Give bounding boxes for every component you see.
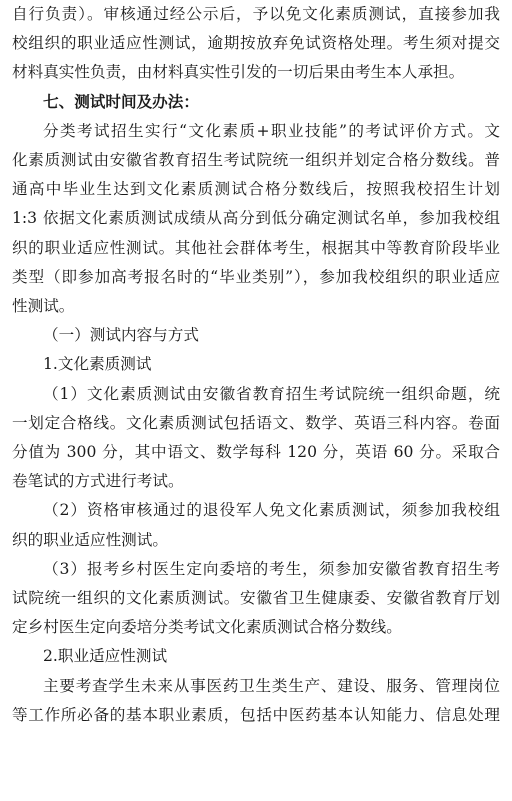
text-line: （2）资格审核通过的退役军人免文化素质测试，须参加我校组 bbox=[43, 501, 500, 520]
text-line: 类型（即参加高考报名时的“毕业类别”），参加我校组织的职业适应 bbox=[12, 267, 500, 286]
text-line: 材料真实性负责，由材料真实性引发的一切后果由考生本人承担。 bbox=[12, 63, 465, 82]
text-line: 1.文化素质测试 bbox=[43, 355, 152, 374]
text-line: 试院统一组织的文化素质测试。安徽省卫生健康委、安徽省教育厅划 bbox=[12, 589, 500, 608]
text-line: 织的职业适应性测试。其他社会群体考生，根据其中等教育阶段毕业 bbox=[12, 238, 500, 257]
section-heading: 七、测试时间及办法： bbox=[43, 92, 199, 111]
text-line: 主要考查学生未来从事医药卫生类生产、建设、服务、管理岗位 bbox=[43, 676, 500, 695]
text-line: 等工作所必备的基本职业素质，包括中医药基本认知能力、信息处理 bbox=[12, 705, 500, 724]
text-line: （一）测试内容与方式 bbox=[43, 326, 199, 345]
text-line: （1）文化素质测试由安徽省教育招生考试院统一组织命题，统 bbox=[43, 384, 500, 403]
text-line: 自行负责）。审核通过经公示后，予以免文化素质测试，直接参加我 bbox=[12, 5, 500, 23]
text-line: 化素质测试由安徽省教育招生考试院统一组织并划定合格分数线。普 bbox=[12, 151, 500, 170]
text-line: 卷笔试的方式进行考试。 bbox=[12, 472, 184, 491]
text-line: 一划定合格线。文化素质测试包括语文、数学、英语三科内容。卷面 bbox=[12, 413, 500, 432]
text-line: 通高中毕业生达到文化素质测试合格分数线后，按照我校招生计划 bbox=[12, 180, 500, 199]
text-line: 1:3 依据文化素质测试成绩从高分到低分确定测试名单，参加我校组 bbox=[12, 209, 500, 228]
text-line: 织的职业适应性测试。 bbox=[12, 530, 168, 549]
text-line: 性测试。 bbox=[12, 297, 75, 316]
text-line: 分类考试招生实行“文化素质+职业技能”的考试评价方式。文 bbox=[43, 121, 500, 140]
text-line: 2.职业适应性测试 bbox=[43, 647, 168, 666]
text-line: 校组织的职业适应性测试，逾期按放弃免试资格处理。考生须对提交 bbox=[12, 34, 500, 53]
text-line: （3）报考乡村医生定向委培的考生，须参加安徽省教育招生考 bbox=[43, 559, 500, 578]
document-body bbox=[12, 0, 500, 730]
text-line: 定乡村医生定向委培分类考试文化素质测试合格分数线。 bbox=[12, 618, 402, 637]
text-line: 分值为 300 分，其中语文、数学每科 120 分，英语 60 分。采取合 bbox=[12, 443, 500, 462]
